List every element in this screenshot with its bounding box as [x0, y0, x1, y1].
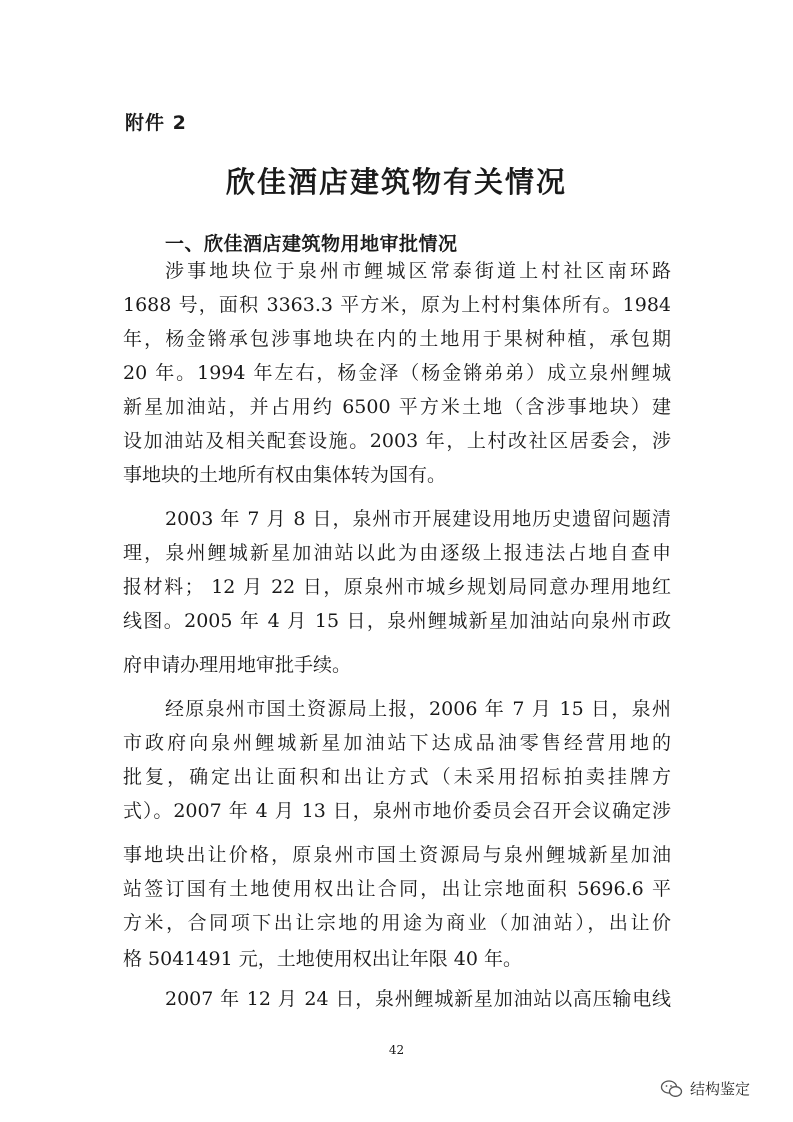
body-line: 方米，合同项下出让宗地的用途为商业（加油站），出让价 — [123, 912, 671, 934]
body-line: 年，杨金锵承包涉事地块在内的土地用于果树种植，承包期 — [123, 328, 671, 350]
watermark — [660, 1078, 750, 1099]
body-line: 报材料； 12 月 22 日，原泉州市城乡规划局同意办理用地红 — [123, 576, 671, 598]
body-line: 式）。2007 年 4 月 13 日，泉州市地价委员会召开会议确定涉 — [123, 800, 671, 822]
body-line: 新星加油站，并占用约 6500 平方米土地（含涉事地块）建 — [123, 396, 671, 418]
body-line: 理，泉州鲤城新星加油站以此为由逐级上报违法占地自查申 — [123, 542, 671, 564]
body-line: 1688 号，面积 3363.3 平方米，原为上村村集体所有。1984 — [123, 294, 671, 316]
body-line: 2007 年 12 月 24 日，泉州鲤城新星加油站以高压输电线 — [165, 988, 671, 1010]
body-line: 经原泉州市国土资源局上报，2006 年 7 月 15 日，泉州 — [165, 698, 671, 720]
wechat-icon — [660, 1079, 684, 1099]
watermark-text: 结构鉴定 — [690, 1080, 751, 1098]
body-line: 格 5041491 元，土地使用权出让年限 40 年。 — [123, 948, 522, 970]
page-number: 42 — [388, 1043, 405, 1057]
body-line: 市政府向泉州鲤城新星加油站下达成品油零售经营用地的 — [123, 732, 671, 754]
body-line: 事地块出让价格，原泉州市国土资源局与泉州鲤城新星加油 — [123, 844, 671, 866]
body-line: 2003 年 7 月 8 日，泉州市开展建设用地历史遗留问题清 — [165, 508, 671, 530]
document-title: 欣佳酒店建筑物有关情况 — [225, 165, 567, 199]
body-line: 府申请办理用地审批手续。 — [123, 654, 352, 676]
attachment-label: 附件 2 — [125, 112, 187, 134]
body-line: 设加油站及相关配套设施。2003 年，上村改社区居委会，涉 — [123, 430, 671, 452]
body-line: 线图。2005 年 4 月 15 日，泉州鲤城新星加油站向泉州市政 — [123, 610, 671, 632]
section-heading: 一、欣佳酒店建筑物用地审批情况 — [165, 233, 458, 255]
body-line: 涉事地块位于泉州市鲤城区常泰街道上村社区南环路 — [165, 260, 671, 282]
body-line: 批复，确定出让面积和出让方式（未采用招标拍卖挂牌方 — [123, 766, 671, 788]
body-line: 事地块的土地所有权由集体转为国有。 — [123, 464, 447, 486]
body-line: 20 年。1994 年左右，杨金泽（杨金锵弟弟）成立泉州鲤城 — [123, 362, 671, 384]
body-line: 站签订国有土地使用权出让合同，出让宗地面积 5696.6 平 — [123, 878, 671, 900]
